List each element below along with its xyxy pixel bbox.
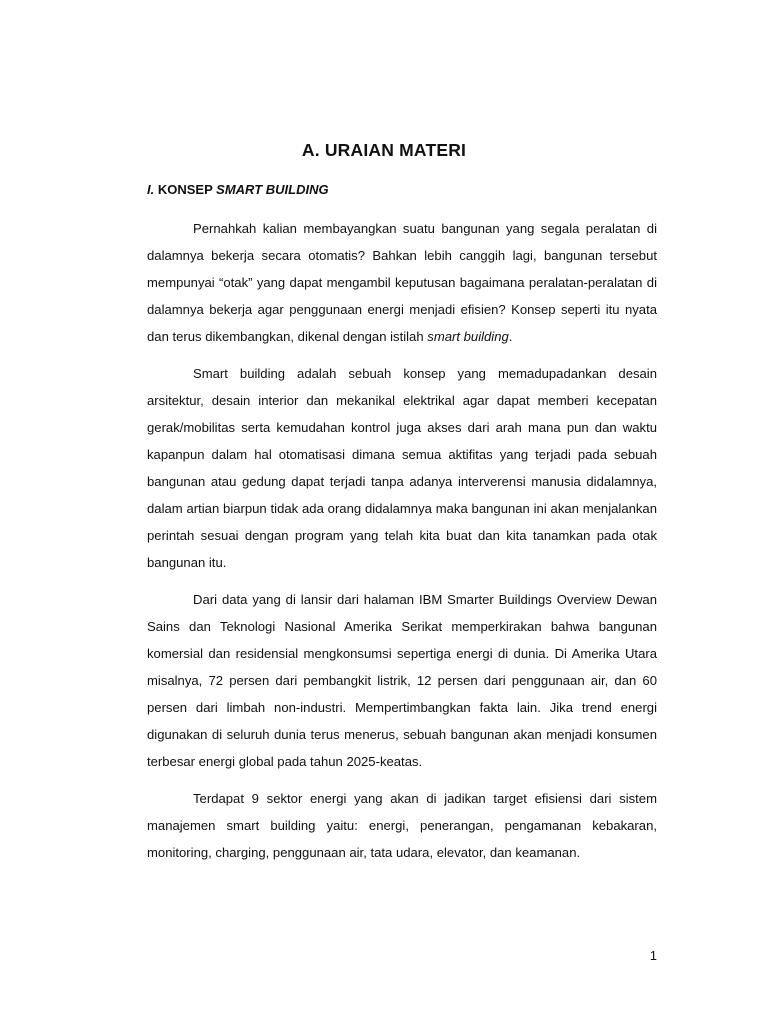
paragraph-1-punct: . — [508, 329, 513, 344]
paragraph-1-text: Pernahkah kalian membayangkan suatu bangunan yang segala peralatan di dalamnya bekerja secara otomatis? Bahkan lebih canggih lagi, bangunan tersebut mempunyai “otak” yang dapat mengambil keputusan bagaimana peralatan-peralatan di dalamnya bekerja agar penggunaan energi menjadi efisien? Konsep seperti itu nyata dan terus dikembangkan, dikenal dengan istilah — [147, 221, 657, 344]
section-label: KONSEP — [157, 182, 213, 197]
paragraph-3: Dari data yang di lansir dari halaman IBM Smarter Buildings Overview Dewan Sains dan Teknologi Nasional Amerika Serikat memperkirakan bahwa bangunan komersial dan residensial mengkonsumsi sepertiga energi di dunia. Di Amerika Utara misalnya, 72 persen dari pembangkit listrik, 12 persen dari penggunaan air, dan 60 persen dari limbah non-industri. Mempertimbangkan fakta lain. Jika trend energi digunakan di seluruh dunia terus menerus, sebuah bangunan akan menjadi konsumen terbesar energi global pada tahun 2025-keatas. — [147, 592, 657, 769]
paragraph-1-italic-term: smart building — [427, 329, 509, 344]
section-label-italic: SMART BUILDING — [216, 182, 329, 197]
document-title: A. URAIAN MATERI — [301, 140, 467, 160]
paragraph-1 — [147, 215, 657, 350]
section-number: I. — [147, 182, 155, 197]
paragraph-2: Smart building adalah sebuah konsep yang memadupadankan desain arsitektur, desain interior dan mekanikal elektrikal agar dapat memberi kecepatan gerak/mobilitas serta kemudahan kontrol juga akses dari arah mana pun dan waktu kapanpun dalam hal otomatisasi dimana semua aktifitas yang terjadi pada sebuah bangunan atau gedung dapat terjadi tanpa adanya interverensi manusia didalamnya, dalam artian biarpun tidak ada orang didalamnya maka bangunan ini akan menjalankan perintah sesuai dengan program yang telah kita buat dan kita tanamkan pada otak bangunan itu. — [147, 366, 657, 570]
page-number: 1 — [649, 948, 657, 963]
section-heading — [147, 180, 329, 200]
body-content — [147, 215, 657, 876]
paragraph-4: Terdapat 9 sektor energi yang akan di jadikan target efisiensi dari sistem manajemen smart building yaitu: energi, penerangan, pengamanan kebakaran, monitoring, charging, penggunaan air, tata udara, elevator, dan keamanan. — [147, 791, 657, 860]
